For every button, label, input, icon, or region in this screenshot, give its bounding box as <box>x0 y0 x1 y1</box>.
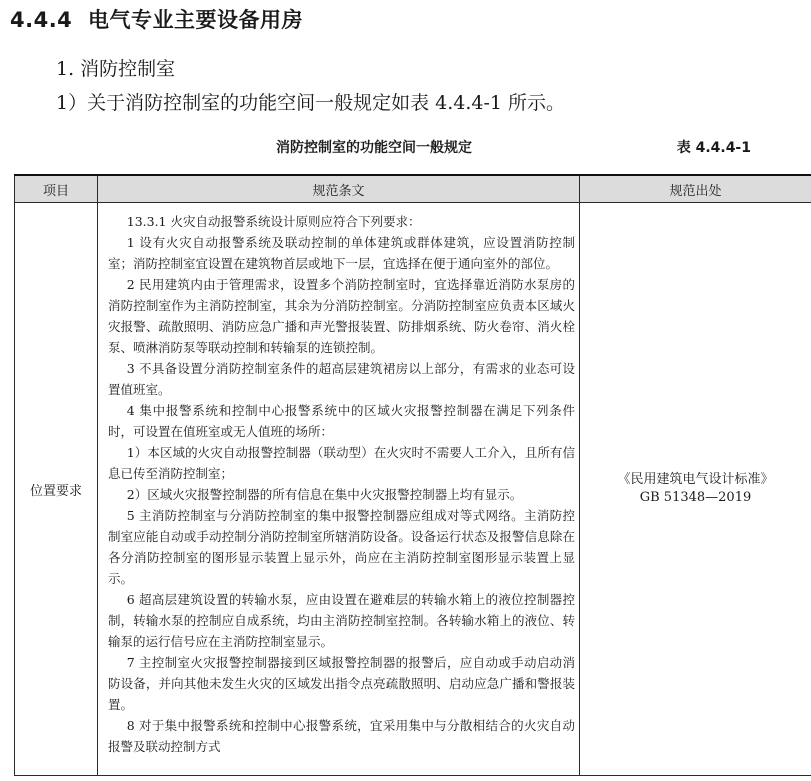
section-heading <box>10 4 303 34</box>
clause-item: 7 主控制室火灾报警控制器接到区域报警控制器的报警后，应自动或手动启动消防设备，并向其他未发生火灾的区域发出指令点亮疏散照明、启动应急广播和警报装置。 <box>108 655 575 712</box>
clause-item: 6 超高层建筑设置的转输水泵，应由设置在避难层的转输水箱上的液位控制器控制，转输水泵的控制应自成系统，均由主消防控制室控制。各转输水箱上的液位、转输泵的运行信号应在主消防控制室显示。 <box>108 592 575 649</box>
section-title: 电气专业主要设备用房 <box>88 8 303 32</box>
clause-item: 3 不具备设置分消防控制室条件的超高层建筑裙房以上部分，有需求的业态可设置值班室。 <box>108 361 575 397</box>
table-number: 表 4.4.4-1 <box>676 140 751 156</box>
table-row <box>15 203 811 776</box>
clause-item: 5 主消防控制室与分消防控制室的集中报警控制器应组成对等式网络。主消防控制室应能自动或手动控制分消防控制室所辖消防设备。设备运行状态及报警信息除在各分消防控制室的图形显示装置上显示外，尚应在主消防控制室图形显示装置上显示。 <box>108 508 575 586</box>
table-header-row <box>15 175 811 203</box>
header-source: 规范出处 <box>580 175 811 203</box>
clause-cell <box>98 203 580 776</box>
clause-intro: 13.3.1 火灾自动报警系统设计原则应符合下列要求： <box>126 214 421 229</box>
section-number: 4.4.4 <box>10 8 73 32</box>
clause-subitem: 2）区域火灾报警控制器的所有信息在集中火灾报警控制器上均有显示。 <box>126 487 523 502</box>
clause-item: 4 集中报警系统和控制中心报警系统中的区域火灾报警控制器在满足下列条件时，可设置在值班室或无人值班的场所： <box>108 403 575 439</box>
source-cell <box>580 203 811 776</box>
clause-subitem: 1）本区域的火灾自动报警控制器（联动型）在火灾时不需要人工介入，且所有信息已传至消防控制室； <box>108 445 575 481</box>
intro-paragraph: 1）关于消防控制室的功能空间一般规定如表 4.4.4-1 所示。 <box>56 92 566 114</box>
header-clause: 规范条文 <box>98 175 580 203</box>
clause-item: 1 设有火灾自动报警系统及联动控制的单体建筑或群体建筑，应设置消防控制室；消防控制室宜设置在建筑物首层或地下一层，宜选择在便于通向室外的部位。 <box>108 235 575 271</box>
table-caption: 消防控制室的功能空间一般规定 <box>276 140 472 156</box>
subsection-title: 1. 消防控制室 <box>56 58 176 80</box>
spec-table <box>14 174 811 776</box>
source-standard-name: 《民用建筑电气设计标准》 <box>617 472 774 487</box>
source-standard-code: GB 51348—2019 <box>639 490 752 505</box>
clause-item: 2 民用建筑内由于管理需求，设置多个消防控制室时，宜选择靠近消防水泵房的消防控制室作为主消防控制室，其余为分消防控制室。分消防控制室应负责本区域火灾报警、疏散照明、消防应急广播和声光警报装置、防排烟系统、防火卷帘、消火栓泵、喷淋消防泵等联动控制和转输泵的连锁控制。 <box>108 277 575 355</box>
clause-item: 8 对于集中报警系统和控制中心报警系统，宜采用集中与分散相结合的火灾自动报警及联动控制方式 <box>108 718 575 754</box>
item-cell: 位置要求 <box>15 203 98 776</box>
header-item: 项目 <box>15 175 98 203</box>
